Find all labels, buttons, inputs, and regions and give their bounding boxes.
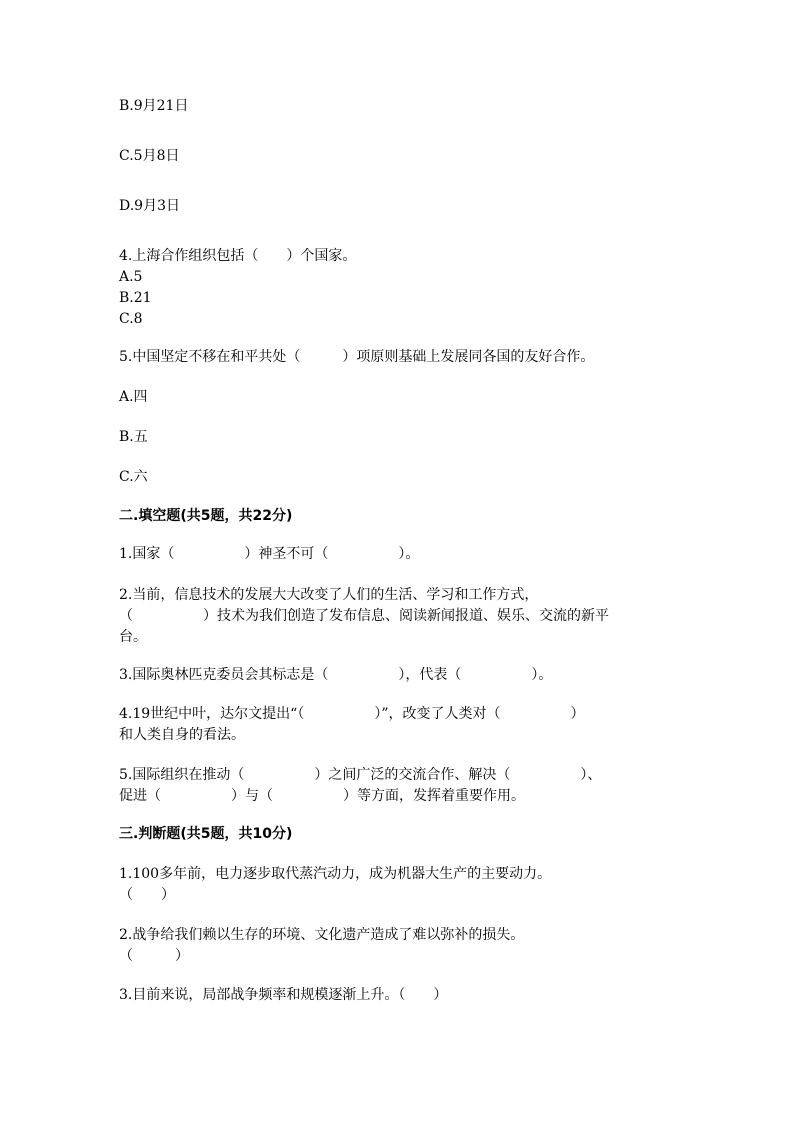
judge-q2-line1: 2.战争给我们赖以生存的环境、文化遗产造成了难以弥补的损失。	[119, 927, 525, 943]
q4-option-a: A.5	[119, 269, 143, 285]
fill-q1: 1.国家（ ）神圣不可（ ）。	[119, 546, 420, 562]
q3-option-c: C.5月8日	[119, 148, 180, 164]
fill-q2-line1: 2.当前，信息技术的发展大大改变了人们的生活、学习和工作方式，	[119, 587, 539, 603]
fill-q4-line1: 4.19世纪中叶，达尔文提出“（ ）”，改变了人类对（ ）	[119, 706, 585, 722]
judge-q1-line1: 1.100多年前，电力逐步取代蒸汽动力，成为机器大生产的主要动力。	[119, 866, 552, 882]
fill-q5-line2: 促进（ ）与（ ）等方面，发挥着重要作用。	[119, 788, 525, 804]
section2-heading: 二.填空题(共5题，共22分)	[119, 508, 293, 524]
q5-option-b: B.五	[119, 429, 148, 445]
q5-option-a: A.四	[119, 389, 148, 405]
fill-q4-line2: 和人类自身的看法。	[119, 727, 245, 743]
q3-option-b: B.9月21日	[119, 98, 189, 114]
section3-heading: 三.判断题(共5题，共10分)	[119, 826, 293, 842]
fill-q2-line2: （ ）技术为我们创造了发布信息、阅读新闻报道、娱乐、交流的新平	[119, 608, 609, 624]
q4-option-b: B.21	[119, 290, 152, 306]
q4-option-c: C.8	[119, 311, 143, 327]
q5-option-c: C.六	[119, 469, 148, 485]
fill-q2-line3: 台。	[119, 629, 147, 645]
fill-q5-line1: 5.国际组织在推动（ ）之间广泛的交流合作、解决（ ）、	[119, 767, 602, 783]
q4-stem: 4.上海合作组织包括（ ）个国家。	[119, 248, 357, 264]
judge-q1-line2: （ ）	[119, 887, 175, 903]
q5-stem: 5.中国坚定不移在和平共处（ ）项原则基础上发展同各国的友好合作。	[119, 349, 595, 365]
judge-q3: 3.目前来说，局部战争频率和规模逐渐上升。（ ）	[119, 987, 448, 1003]
judge-q2-line2: （ ）	[119, 948, 189, 964]
fill-q3: 3.国际奥林匹克委员会其标志是（ ），代表（ ）。	[119, 667, 553, 683]
q3-option-d: D.9月3日	[119, 198, 180, 214]
